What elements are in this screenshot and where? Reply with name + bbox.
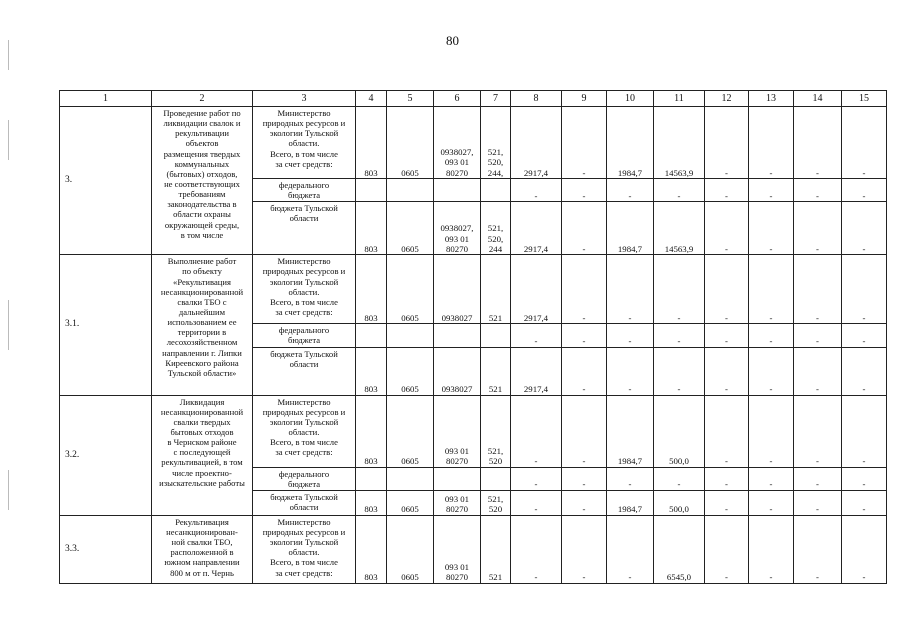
cell-c10: 1984,7 [607,202,654,255]
margin-binding-mark [8,470,9,510]
cell-c6: 093 01 80270 [434,395,481,467]
cell-c8: 2917,4 [511,107,562,179]
cell-c5: 0605 [387,255,434,324]
column-header-15: 15 [842,91,887,107]
item-number: 3.1. [60,255,152,395]
funding-source: бюджета Тульской области [253,202,356,255]
cell-c8: - [511,467,562,490]
page-number: 80 [446,33,459,48]
cell-c5: 0605 [387,347,434,395]
column-header-12: 12 [705,91,749,107]
cell-c6: 0938027, 093 01 80270 [434,107,481,179]
cell-c15: - [842,179,887,202]
cell-c13: - [749,179,794,202]
column-header-14: 14 [794,91,842,107]
cell-c13: - [749,347,794,395]
cell-c9: - [562,107,607,179]
cell-c4: 803 [356,395,387,467]
column-header-8: 8 [511,91,562,107]
table-body [60,91,887,584]
cell-c14: - [794,490,842,515]
cell-c11: - [654,347,705,395]
table-row [60,107,887,179]
cell-c12: - [705,324,749,347]
cell-c7 [481,179,511,202]
cell-c12: - [705,179,749,202]
cell-c14: - [794,467,842,490]
cell-c10: - [607,347,654,395]
funding-source: бюджета Тульской области [253,490,356,515]
cell-c15: - [842,347,887,395]
column-header-7: 7 [481,91,511,107]
item-description: Рекультивация несанкционирован- ной свалки ТБО, расположенной в южном направлении 800 м от п. Чернь [152,515,253,583]
cell-c4: 803 [356,202,387,255]
margin-binding-mark [8,120,9,160]
table-row [60,255,887,324]
cell-c14: - [794,255,842,324]
cell-c8: - [511,324,562,347]
cell-c12: - [705,107,749,179]
cell-c10: - [607,324,654,347]
item-description: Выполнение работ по объекту «Рекультивация несанкционированной свалки ТБО с дальнейшим использованием ее территории в лесохозяйственном направлении г. Липки Киреевского района Тульской области» [152,255,253,395]
cell-c10: 1984,7 [607,395,654,467]
funding-source: Министерство природных ресурсов и экологии Тульской области. Всего, в том числе за счет средств: [253,515,356,583]
cell-c14: - [794,107,842,179]
cell-c10: 1984,7 [607,490,654,515]
cell-c7: 521, 520 [481,490,511,515]
funding-source: федерального бюджета [253,324,356,347]
cell-c6 [434,324,481,347]
cell-c4: 803 [356,255,387,324]
cell-c4 [356,324,387,347]
cell-c5: 0605 [387,395,434,467]
cell-c6: 0938027 [434,347,481,395]
cell-c9: - [562,490,607,515]
cell-c5: 0605 [387,490,434,515]
cell-c13: - [749,490,794,515]
cell-c11: 500,0 [654,395,705,467]
cell-c5: 0605 [387,515,434,583]
cell-c13: - [749,515,794,583]
cell-c11: 14563,9 [654,202,705,255]
cell-c7 [481,324,511,347]
funding-source: Министерство природных ресурсов и экологии Тульской области. Всего, в том числе за счет средств: [253,255,356,324]
cell-c9: - [562,255,607,324]
cell-c11: 14563,9 [654,107,705,179]
cell-c14: - [794,515,842,583]
column-header-4: 4 [356,91,387,107]
cell-c4 [356,467,387,490]
cell-c8: - [511,395,562,467]
cell-c7 [481,467,511,490]
column-header-1: 1 [60,91,152,107]
cell-c12: - [705,395,749,467]
cell-c5 [387,467,434,490]
budget-table [59,90,887,584]
cell-c6: 0938027 [434,255,481,324]
item-description: Ликвидация несанкционированной свалки твердых бытовых отходов в Чернском районе с последующей рекультивацией, в том числе проектно- изыскательские работы [152,395,253,515]
cell-c12: - [705,467,749,490]
cell-c7: 521, 520 [481,395,511,467]
cell-c15: - [842,255,887,324]
cell-c8: - [511,179,562,202]
cell-c4: 803 [356,107,387,179]
cell-c10: - [607,179,654,202]
cell-c5: 0605 [387,202,434,255]
cell-c9: - [562,179,607,202]
cell-c15: - [842,467,887,490]
cell-c10: - [607,515,654,583]
cell-c11: - [654,255,705,324]
cell-c14: - [794,395,842,467]
cell-c8: 2917,4 [511,255,562,324]
item-number: 3. [60,107,152,255]
column-header-2: 2 [152,91,253,107]
cell-c8: 2917,4 [511,202,562,255]
cell-c4: 803 [356,515,387,583]
cell-c15: - [842,202,887,255]
cell-c15: - [842,107,887,179]
cell-c12: - [705,255,749,324]
cell-c9: - [562,395,607,467]
cell-c10: 1984,7 [607,107,654,179]
cell-c14: - [794,324,842,347]
item-number: 3.2. [60,395,152,515]
cell-c14: - [794,347,842,395]
cell-c6: 0938027, 093 01 80270 [434,202,481,255]
cell-c9: - [562,515,607,583]
cell-c4: 803 [356,347,387,395]
cell-c7: 521 [481,515,511,583]
cell-c14: - [794,179,842,202]
funding-source: Министерство природных ресурсов и экологии Тульской области. Всего, в том числе за счет средств: [253,107,356,179]
funding-source: бюджета Тульской области [253,347,356,395]
table-row [60,515,887,583]
cell-c5 [387,179,434,202]
cell-c4: 803 [356,490,387,515]
cell-c8: - [511,515,562,583]
cell-c5 [387,324,434,347]
cell-c15: - [842,324,887,347]
column-header-11: 11 [654,91,705,107]
column-header-9: 9 [562,91,607,107]
margin-binding-mark [8,300,9,350]
cell-c7: 521 [481,347,511,395]
cell-c14: - [794,202,842,255]
cell-c6 [434,179,481,202]
table-row [60,395,887,467]
item-number: 3.3. [60,515,152,583]
cell-c8: - [511,490,562,515]
cell-c7: 521, 520, 244, [481,107,511,179]
cell-c9: - [562,202,607,255]
column-header-5: 5 [387,91,434,107]
cell-c15: - [842,395,887,467]
cell-c6: 093 01 80270 [434,490,481,515]
cell-c5: 0605 [387,107,434,179]
cell-c7: 521 [481,255,511,324]
cell-c12: - [705,202,749,255]
cell-c11: 6545,0 [654,515,705,583]
funding-source: федерального бюджета [253,179,356,202]
cell-c9: - [562,324,607,347]
cell-c12: - [705,515,749,583]
cell-c11: - [654,467,705,490]
funding-source: федерального бюджета [253,467,356,490]
column-header-6: 6 [434,91,481,107]
item-description: Проведение работ по ликвидации свалок и рекультивации объектов размещения твердых коммунальных (бытовых) отходов, не соответствующих требованиям законодательства в области охраны окружающей среды, в том числе [152,107,253,255]
cell-c4 [356,179,387,202]
cell-c15: - [842,515,887,583]
funding-source: Министерство природных ресурсов и экологии Тульской области. Всего, в том числе за счет средств: [253,395,356,467]
cell-c11: - [654,179,705,202]
cell-c6 [434,467,481,490]
cell-c10: - [607,255,654,324]
column-header-10: 10 [607,91,654,107]
cell-c12: - [705,490,749,515]
cell-c10: - [607,467,654,490]
cell-c13: - [749,202,794,255]
cell-c6: 093 01 80270 [434,515,481,583]
cell-c7: 521, 520, 244 [481,202,511,255]
cell-c13: - [749,324,794,347]
cell-c11: - [654,324,705,347]
cell-c9: - [562,347,607,395]
cell-c15: - [842,490,887,515]
cell-c9: - [562,467,607,490]
cell-c11: 500,0 [654,490,705,515]
cell-c8: 2917,4 [511,347,562,395]
cell-c12: - [705,347,749,395]
cell-c13: - [749,107,794,179]
cell-c13: - [749,467,794,490]
table-header-row [60,91,887,107]
column-header-3: 3 [253,91,356,107]
column-header-13: 13 [749,91,794,107]
cell-c13: - [749,255,794,324]
cell-c13: - [749,395,794,467]
